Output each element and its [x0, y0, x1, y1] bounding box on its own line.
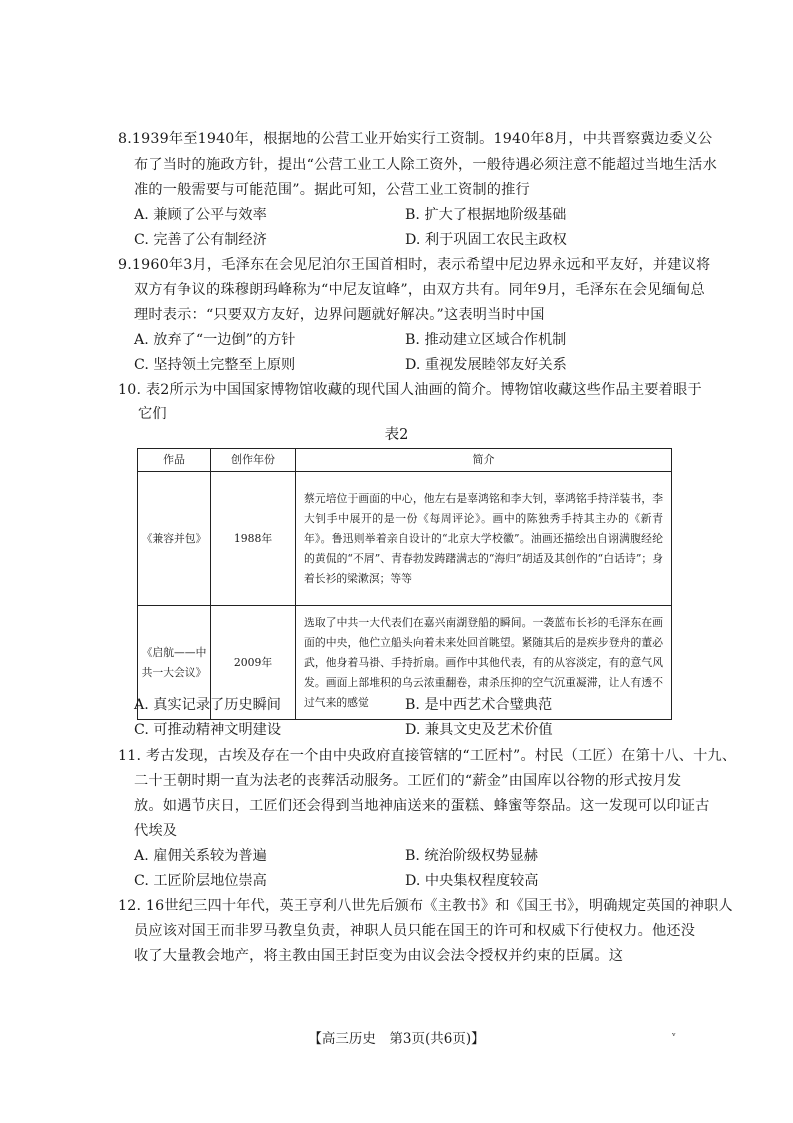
q11-option-a: A. 雇佣关系较为普遍 — [134, 848, 267, 864]
cell-work: 《启航——中共一大会议》 — [138, 606, 211, 720]
q10-option-a: A. 真实记录了历史瞬间 — [134, 697, 281, 713]
q8-stem-line-2: 布了当时的施政方针，提出“公营工业工人除工资外，一般待遇必须注意不能超过当地生活水 — [134, 157, 717, 173]
q12-stem-line-2: 员应该对国王而非罗马教皇负责，神职人员只能在国王的许可和权威下行使权力。他还没 — [134, 923, 696, 939]
q10-option-c: C. 可推动精神文明建设 — [134, 722, 282, 738]
q9-option-b: B. 推动建立区域合作机制 — [405, 332, 567, 348]
q8-option-c: C. 完善了公有制经济 — [134, 232, 267, 248]
cell-work: 《兼容并包》 — [138, 472, 211, 606]
q11-option-c: C. 工匠阶层地位崇高 — [134, 873, 267, 889]
table-caption: 表2 — [384, 427, 409, 443]
q11-stem-line-4: 代埃及 — [134, 823, 178, 839]
q9-stem-line-2: 双方有争议的珠穆朗玛峰称为“中尼友谊峰”，由双方共有。同年9月，毛泽东在会见缅甸总 — [134, 282, 705, 298]
q11-stem-line-1: 11. 考古发现，古埃及存在一个由中央政府直接管辖的“工匠村”。村民（工匠）在第十八、十九、 — [118, 748, 737, 764]
cell-desc: 蔡元培位于画面的中心，他左右是辜鸿铭和李大钊，辜鸿铭手持洋装书，李大钊手中展开的是一份《每周评论》。画中的陈独秀手持其主办的《新青年》。鲁迅则举着亲自设计的“北京大学校徽”。油画还描绘出自诩满腹经纶的黄侃的“不屑”、青春勃发踌躇满志的“海归”胡适及其创作的“白话诗”；身着长衫的梁漱溟；等等 — [296, 472, 672, 606]
q10-option-d: D. 兼具文史及艺术价值 — [405, 722, 553, 738]
q9-stem-line-3: 理时表示：“只要双方友好，边界问题就好解决。”这表明当时中国 — [134, 307, 545, 323]
header-work: 作品 — [138, 449, 211, 472]
cell-year: 2009年 — [211, 606, 296, 720]
q9-stem-line-1: 9.1960年3月，毛泽东在会见尼泊尔王国首相时，表示希望中尼边界永远和平友好，并建议将 — [118, 257, 711, 273]
header-year: 创作年份 — [211, 449, 296, 472]
cell-year: 1988年 — [211, 472, 296, 606]
q10-stem-line-2: 它们 — [138, 406, 167, 422]
q11-option-d: D. 中央集权程度较高 — [405, 873, 539, 889]
q12-stem-line-3: 收了大量教会地产，将主教由国王封臣变为由议会法令授权并约束的臣属。这 — [134, 948, 624, 964]
cell-desc: 选取了中共一大代表们在嘉兴南湖登船的瞬间。一袭蓝布长衫的毛泽东在画面的中央，他伫立船头向着未来处回首眺望。紧随其后的是疾步登舟的董必武，他身着马褂、手持折扇。画作中其他代表，有的从容淡定，有的意气风发。画面上部堆积的乌云浓重翻卷，肃杀压抑的空气沉重凝滞，让人有透不过气来的感觉 — [296, 606, 672, 720]
q8-stem-line-3: 准的一般需要与可能范围”。据此可知，公营工业工资制的推行 — [134, 182, 530, 198]
q11-stem-line-2: 二十王朝时期一直为法老的丧葬活动服务。工匠们的“薪金”由国库以谷物的形式按月发 — [134, 773, 682, 789]
q10-stem-line-1: 10. 表2所示为中国国家博物馆收藏的现代国人油画的简介。博物馆收藏这些作品主要着眼于 — [118, 382, 702, 398]
header-desc: 简介 — [296, 449, 672, 472]
q8-option-a: A. 兼顾了公平与效率 — [134, 207, 267, 223]
q8-option-b: B. 扩大了根据地阶级基础 — [405, 207, 567, 223]
table-header-row — [138, 449, 672, 472]
table-2 — [137, 448, 672, 720]
q8-option-d: D. 利于巩固工农民主政权 — [405, 232, 567, 248]
q9-option-a: A. 放弃了“一边倒”的方针 — [134, 332, 296, 348]
q8-stem-line-1: 8.1939年至1940年，根据地的公营工业开始实行工资制。1940年8月，中共晋察冀边委义公 — [118, 131, 713, 147]
q9-option-d: D. 重视发展睦邻友好关系 — [405, 357, 567, 373]
q11-option-b: B. 统治阶级权势显赫 — [405, 848, 538, 864]
q12-stem-line-1: 12. 16世纪三四十年代，英王亨利八世先后颁布《主教书》和《国王书》，明确规定英国的神职人 — [118, 898, 733, 914]
q11-stem-line-3: 放。如遇节庆日，工匠们还会得到当地神庙送来的蛋糕、蜂蜜等祭品。这一发现可以印证古 — [134, 798, 710, 814]
footer-mark: ᵥ — [672, 1028, 676, 1039]
table-row — [138, 472, 672, 606]
q9-option-c: C. 坚持领土完整至上原则 — [134, 357, 296, 373]
page-footer: 【高三历史 第3页(共6页)】 — [308, 1031, 485, 1047]
q10-option-b: B. 是中西艺术合璧典范 — [405, 697, 553, 713]
